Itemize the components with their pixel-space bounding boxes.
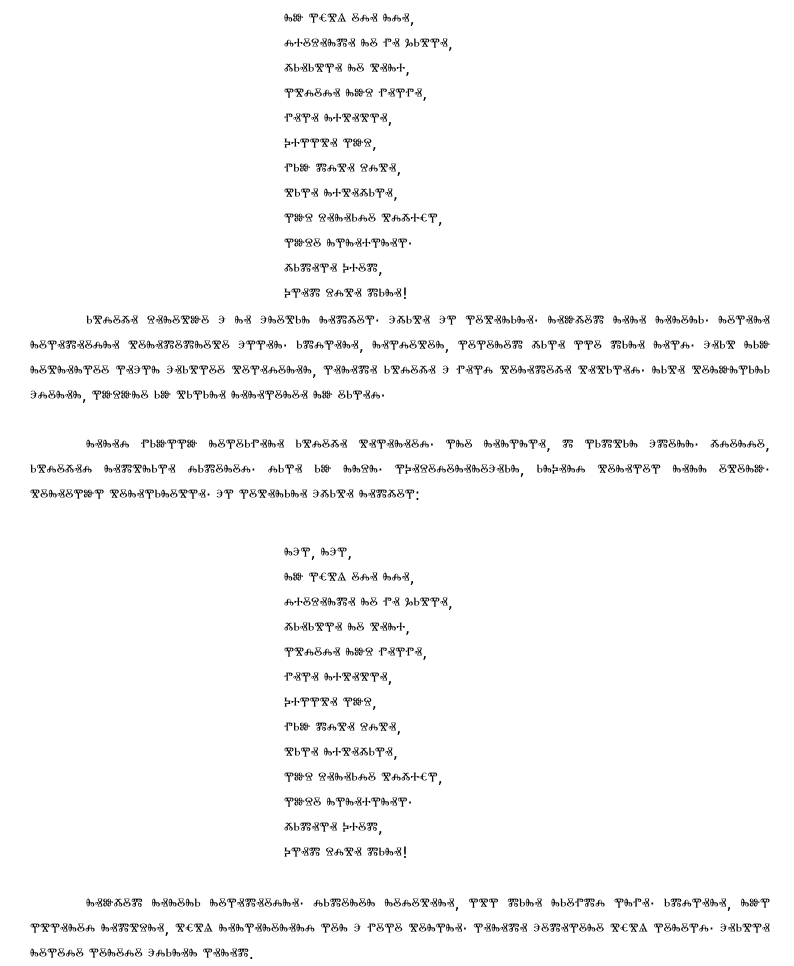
poem-line: ⰶⱃⱏⱃⰺⰹⱏ ⰸⰻ ⰺⱏⰸⰰ, xyxy=(284,618,411,637)
poem-line: ⰺⱃⰹⱏ ⰸⰰⰺⱏⰶⱃⰹⱏ, xyxy=(284,184,398,203)
body-paragraph-3: ⰸⱏⱆⰶⰻⰿ ⰸⱏⰸⰻⰸⱃ ⰸⰻⰹⱏⰿⱏⰻⰾⰸⱏ· ⰾⱃⰿⰻⰸⰻⰸ ⰸⰻⰾⰻⰺⱏⰸⱏ, ⰹⰺⰹ ⰿⱃⰸⱏ ⰸⱃⰻⱂⰿⰾ ⰹⰸⱂⱏ· ⱃⰿⰾⰹⱏⰸⱏ, ⰸⱆⰹ ⰹⰺⰹⱏⰸⰻⰾ ⰸⱏⰿⰺⱄⰸⱏ, ⰺⱔⰺⱑ ⰸⱏⰸⰹⱏⰸⰻⰸⱏⰸⰾ ⰹⰻⰸ ⰵ ⱂⰻⰹⰻ ⰺⰻⰸⰹⰸⱏ· ⰹⱏⰸⱏⰿⱏ ⰵⰻⰿⱏⰹⰻⰸⰻ ⰺⱔⰺⱑ ⰹⰻⰸⰻⰹⰾ· ⰵⱏⱃⰺⰹⱏ ⰸⰻⰹⰻⰾⰻ ⰹⰻⰸⰻⰾⰻ ⰵⰾⱃⰸⱏⰸ ⰹⱏⰸⱏⰿ. xyxy=(30,894,770,963)
poem-stanza-1 xyxy=(284,6,764,306)
poem-line: ⰹⱆⱄ ⱄⱏⰸⱏⱃⰾⰻ ⰺⰾⰶⰰⱔⰹ, xyxy=(284,209,443,228)
poem-line: ⰹⱆⱄ ⱄⱏⰸⱏⱃⰾⰻ ⰺⰾⰶⰰⱔⰹ, xyxy=(284,768,443,787)
poem-line: ⰹⱆⱄⰻ ⰸⰹⰸⱏⰰⰹⰸⱏⰹ· xyxy=(284,793,413,812)
body-paragraph-2: ⰸⱏⰸⱏⰾ ⱂⱃⱆⰹⰹⱆ ⰸⰻⰹⰻⱃⱂⱏⰸⱏ ⱃⰺⰾⰻⰶⱏ ⰺⱏⰹⱏⰸⱏⰻⰾ· ⰹⰸⰻ ⰸⱏⰸⰹⰸⰹⱏ, ⰿ ⰹⱃⰿⰺⱃⰸ ⰵⰿⰻⰸⰸ· ⰶⰾⰻⰸⰾⰻ, ⱃⰺⰾⰻⰶⱏⰾ ⰸⱏⰿⰺⰸⱃⰹⱏ ⰾⱃⰿⰻⰸⰻⰾ· ⰾⱃⰹⱏ ⱃⱆ ⰸⰸⱄⰸ· ⰹⰽⱏⱄⰻⰾⰻⰸⱏⰸⰻⰵⱏⱃⰸ, ⱃⰸⰽⱏⰸⰾ ⰺⰻⰸⱏⰹⰻⰹ ⰸⱏⰸⰸ ⰻⰺⰻⰸⱆ· ⰺⰻⰸⱏⰻⰹⱆⰹ ⰺⰻⰸⱏⰹⱃⰸⰻⰺⰹⱏ· ⰵⰹ ⰹⰻⰺⱏⰸⱃⰸⱏ ⰵⰶⱃⰺⱏ ⰸⱏⰿⰶⰻⰹ: xyxy=(30,435,770,504)
poem-line: ⰽⰰⰹⰹⰺⱏ ⰹⱆⱄ, xyxy=(284,693,377,712)
poem-line: ⰶⱃⱏⱃⰺⰹⱏ ⰸⰻ ⰺⱏⰸⰰ, xyxy=(284,59,411,78)
poem-line: ⰸⱆ ⰹⱔⰺⱑ ⰻⰾⱏ ⰸⰾⱏ, xyxy=(284,9,415,28)
poem-line: ⰺⱃⰹⱏ ⰸⰰⰺⱏⰶⱃⰹⱏ, xyxy=(284,743,398,762)
poem-line: ⰸⱆ ⰹⱔⰺⱑ ⰻⰾⱏ ⰸⰾⱏ, xyxy=(284,568,415,587)
poem-line: ⰹⱆⱄⰻ ⰸⰹⰸⱏⰰⰹⰸⱏⰹ· xyxy=(284,234,413,253)
poem-line: ⰾⰰⰻⱄⱏⰸⰿⱏ ⰸⰻ ⱂⱏ ⰳⱃⰺⰹⱏ, xyxy=(284,593,453,612)
poem-stanza-2 xyxy=(284,540,764,865)
poem-line: ⰸⰵⰹ, ⰸⰵⰹ, xyxy=(284,543,353,562)
poem-line: ⱂⱏⰹⱏ ⰸⰰⰺⱏⰺⰹⱏ, xyxy=(284,109,393,128)
poem-line: ⰽⰹⱏⰿ ⱄⰾⰺⱏ ⰿⱃⰸⱏ! xyxy=(284,284,409,303)
poem-line: ⰽⰰⰹⰹⰺⱏ ⰹⱆⱄ, xyxy=(284,134,377,153)
poem-line: ⱂⱃⱆ ⰿⰾⰺⱏ ⱄⰾⰺⱏ, xyxy=(284,159,402,178)
poem-line: ⰽⰹⱏⰿ ⱄⰾⰺⱏ ⰿⱃⰸⱏ! xyxy=(284,843,409,862)
body-paragraph-1: ⱃⰺⰾⰻⰶⱏ ⱄⱏⰸⰻⰺⱆⰻ ⰵ ⰸⱏ ⰵⰸⰻⰺⱃⰸ ⰸⱏⰿⰶⰻⰹ· ⰵⰶⱃⰺⱏ ⰵⰹ ⰹⰻⰺⱏⰸⱃⰸⱏ· ⰸⱏⱆⰶⰻⰿ ⰸⱏⰸⱏ ⰸⱏⰸⰻⰸⱃ· ⰸⰻⰹⱏⰸⱏ ⰸⰻⰹⱏⰿⱏⰻⰾⰸⱏ ⰺⰻⰸⱏⰿⰻⰿⰸⰻⰺⰻ ⰵⰹⰹⱏⰸ· ⱃⰿⰾⰹⱏⰸⱏ, ⰸⱏⰹⰾⰻⰺⰻⰸ, ⰹⰻⰹⰻⰸⰻⰿ ⰶⱃⰹⱏ ⰹⰹⰻ ⰿⱃⰸⱏ ⰸⱏⰹⰾ· ⰵⱏⱃⰺ ⰸⱃⱆ ⰸⰻⰺⰸⱏⰸⰹⰻⰻ ⰹⱏⰵⰹⰸ ⰵⱏⱃⰺⰹⰻⰻ ⰺⰻⰹⱏⰾⰻⰸⱏⰸ, ⰹⱏⰸⱏⰿⱏ ⱃⰺⰾⰻⰶⱏ ⰵ ⱂⱏⰹⰾ ⰺⰻⰸⱏⰿⰻⰶⱏ ⰺⱏⰺⱃⰹⱏⰾ· ⰸⱃⰺⱏ ⰺⰻⰸⱆⰸⰹⱃⰸⱃ ⰵⰾⰻⰸⱏⰸ, ⰹⱆⱄⱆⰸⰻ ⱃⱆ ⰺⱃⰹⱃⰸⱏ ⰸⱏⰸⱏⰹⰻⰸⰻⱏ ⰸⱆ ⰻⱃⰹⱏⰾ· xyxy=(30,311,770,405)
poem-line: ⰹⰺⰾⰻⰾⱏ ⰸⱆⱄ ⱂⱏⰹⱂⱏ, xyxy=(284,643,428,662)
poem-line: ⰶⱃⰿⱏⰹⱏ ⰽⰰⰻⰿ, xyxy=(284,259,383,278)
poem-line: ⰾⰰⰻⱄⱏⰸⰿⱏ ⰸⰻ ⱂⱏ ⰳⱃⰺⰹⱏ, xyxy=(284,34,453,53)
poem-line: ⰹⰺⰾⰻⰾⱏ ⰸⱆⱄ ⱂⱏⰹⱂⱏ, xyxy=(284,84,428,103)
poem-line: ⰶⱃⰿⱏⰹⱏ ⰽⰰⰻⰿ, xyxy=(284,818,383,837)
poem-line: ⱂⱏⰹⱏ ⰸⰰⰺⱏⰺⰹⱏ, xyxy=(284,668,393,687)
poem-line: ⱂⱃⱆ ⰿⰾⰺⱏ ⱄⰾⰺⱏ, xyxy=(284,718,402,737)
